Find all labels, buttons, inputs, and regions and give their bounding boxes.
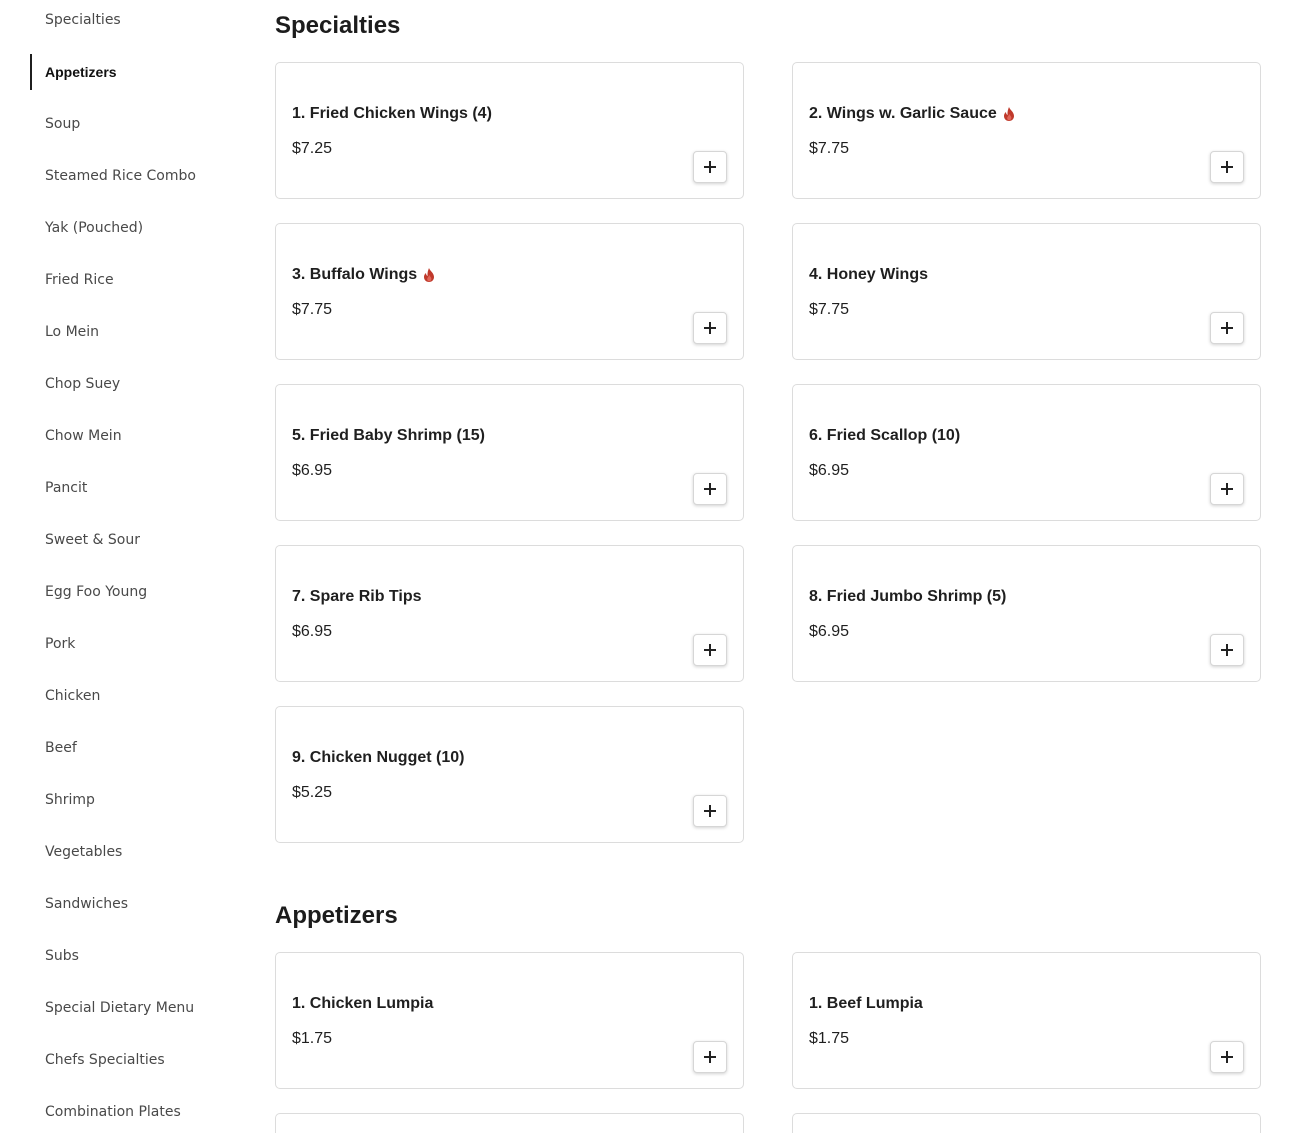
menu-item-name-text: 3. Buffalo Wings xyxy=(292,266,418,283)
menu-item-price: $7.75 xyxy=(809,140,850,157)
sidebar-item-combination-plates[interactable]: Combination Plates xyxy=(45,1104,181,1120)
plus-icon xyxy=(704,644,716,656)
plus-icon xyxy=(704,161,716,173)
menu-item-card[interactable] xyxy=(275,706,744,843)
menu-item-price: $7.75 xyxy=(292,301,333,318)
menu-item-name-text: 6. Fried Scallop (10) xyxy=(809,427,961,444)
menu-item-price: $6.95 xyxy=(809,623,850,640)
menu-item-price: $6.95 xyxy=(809,462,850,479)
add-to-cart-button[interactable] xyxy=(1210,473,1244,505)
menu-item-card[interactable] xyxy=(792,384,1261,521)
sidebar-item-steamed-rice-combo[interactable]: Steamed Rice Combo xyxy=(45,168,196,184)
add-to-cart-button[interactable] xyxy=(693,151,727,183)
menu-item-card[interactable] xyxy=(792,223,1261,360)
flame-icon xyxy=(1003,107,1015,121)
add-to-cart-button[interactable] xyxy=(693,312,727,344)
menu-item-name xyxy=(809,266,928,284)
menu-item-name-text: 4. Honey Wings xyxy=(809,266,928,283)
sidebar-item-sandwiches[interactable]: Sandwiches xyxy=(45,896,129,912)
menu-item-price: $1.75 xyxy=(809,1030,850,1047)
menu-item-name-text: 8. Fried Jumbo Shrimp (5) xyxy=(809,588,1007,605)
sidebar-item-sweet-sour[interactable]: Sweet & Sour xyxy=(45,532,140,548)
menu-item-card[interactable] xyxy=(275,545,744,682)
flame-icon xyxy=(423,268,435,282)
menu-item-card[interactable] xyxy=(275,62,744,199)
sidebar-item-chow-mein[interactable]: Chow Mein xyxy=(45,428,122,444)
menu-item-price: $7.25 xyxy=(292,140,333,157)
plus-icon xyxy=(1221,644,1233,656)
menu-item-price: $7.75 xyxy=(809,301,850,318)
plus-icon xyxy=(704,483,716,495)
menu-item-name xyxy=(292,749,464,767)
sidebar-item-chop-suey[interactable]: Chop Suey xyxy=(45,376,121,392)
sidebar-item-vegetables[interactable]: Vegetables xyxy=(45,844,123,860)
add-to-cart-button[interactable] xyxy=(693,1041,727,1073)
menu-item-name-text: 5. Fried Baby Shrimp (15) xyxy=(292,427,485,444)
sidebar-item-pancit[interactable]: Pancit xyxy=(45,480,88,496)
add-to-cart-button[interactable] xyxy=(693,795,727,827)
sidebar-item-shrimp[interactable]: Shrimp xyxy=(45,792,95,808)
sidebar-item-fried-rice[interactable]: Fried Rice xyxy=(45,272,114,288)
section-title: Specialties xyxy=(275,12,401,39)
menu-item-name xyxy=(292,995,433,1013)
menu-item-name xyxy=(292,266,435,284)
plus-icon xyxy=(1221,322,1233,334)
section-title: Appetizers xyxy=(275,902,398,929)
menu-item-name-text: 1. Beef Lumpia xyxy=(809,995,923,1012)
plus-icon xyxy=(704,1051,716,1063)
menu-item-price: $1.75 xyxy=(292,1030,333,1047)
add-to-cart-button[interactable] xyxy=(693,473,727,505)
menu-item-name xyxy=(292,427,485,445)
category-sidebar xyxy=(0,0,240,1133)
menu-item-name xyxy=(292,588,422,606)
menu-item-name-text: 1. Chicken Lumpia xyxy=(292,995,434,1012)
menu-item-card[interactable] xyxy=(792,545,1261,682)
menu-item-card[interactable] xyxy=(792,1113,1261,1133)
sidebar-item-beef[interactable]: Beef xyxy=(45,740,77,756)
menu-item-price: $6.95 xyxy=(292,462,333,479)
menu-item-name xyxy=(292,105,492,123)
sidebar-item-egg-foo-young[interactable]: Egg Foo Young xyxy=(45,584,148,600)
sidebar-item-lo-mein[interactable]: Lo Mein xyxy=(45,324,100,340)
add-to-cart-button[interactable] xyxy=(1210,1041,1244,1073)
sidebar-item-subs[interactable]: Subs xyxy=(45,948,79,964)
menu-item-name xyxy=(809,105,1015,123)
sidebar-item-chicken[interactable]: Chicken xyxy=(45,688,101,704)
menu-item-card[interactable] xyxy=(792,952,1261,1089)
menu-item-name xyxy=(809,995,923,1013)
plus-icon xyxy=(1221,483,1233,495)
menu-item-card[interactable] xyxy=(792,62,1261,199)
sidebar-item-yak-pouched[interactable]: Yak (Pouched) xyxy=(45,220,144,236)
plus-icon xyxy=(704,322,716,334)
add-to-cart-button[interactable] xyxy=(1210,634,1244,666)
menu-item-name xyxy=(809,427,960,445)
menu-item-card[interactable] xyxy=(275,384,744,521)
plus-icon xyxy=(1221,1051,1233,1063)
menu-item-name-text: 2. Wings w. Garlic Sauce xyxy=(809,105,997,122)
menu-item-name-text: 1. Fried Chicken Wings (4) xyxy=(292,105,492,122)
plus-icon xyxy=(1221,161,1233,173)
menu-item-name xyxy=(809,588,1006,606)
sidebar-item-pork[interactable]: Pork xyxy=(45,636,76,652)
menu-item-name-text: 7. Spare Rib Tips xyxy=(292,588,422,605)
menu-item-card[interactable] xyxy=(275,1113,744,1133)
sidebar-item-specialties[interactable]: Specialties xyxy=(45,12,121,28)
add-to-cart-button[interactable] xyxy=(693,634,727,666)
menu-item-price: $6.95 xyxy=(292,623,333,640)
sidebar-item-chefs-specialties[interactable]: Chefs Specialties xyxy=(45,1052,165,1068)
sidebar-item-appetizers[interactable]: Appetizers xyxy=(30,54,220,90)
sidebar-item-soup[interactable]: Soup xyxy=(45,116,81,132)
menu-item-card[interactable] xyxy=(275,952,744,1089)
add-to-cart-button[interactable] xyxy=(1210,312,1244,344)
menu-item-card[interactable] xyxy=(275,223,744,360)
sidebar-item-special-dietary-menu[interactable]: Special Dietary Menu xyxy=(45,1000,195,1016)
add-to-cart-button[interactable] xyxy=(1210,151,1244,183)
menu-item-name-text: 9. Chicken Nugget (10) xyxy=(292,749,465,766)
menu-item-price: $5.25 xyxy=(292,784,333,801)
plus-icon xyxy=(704,805,716,817)
